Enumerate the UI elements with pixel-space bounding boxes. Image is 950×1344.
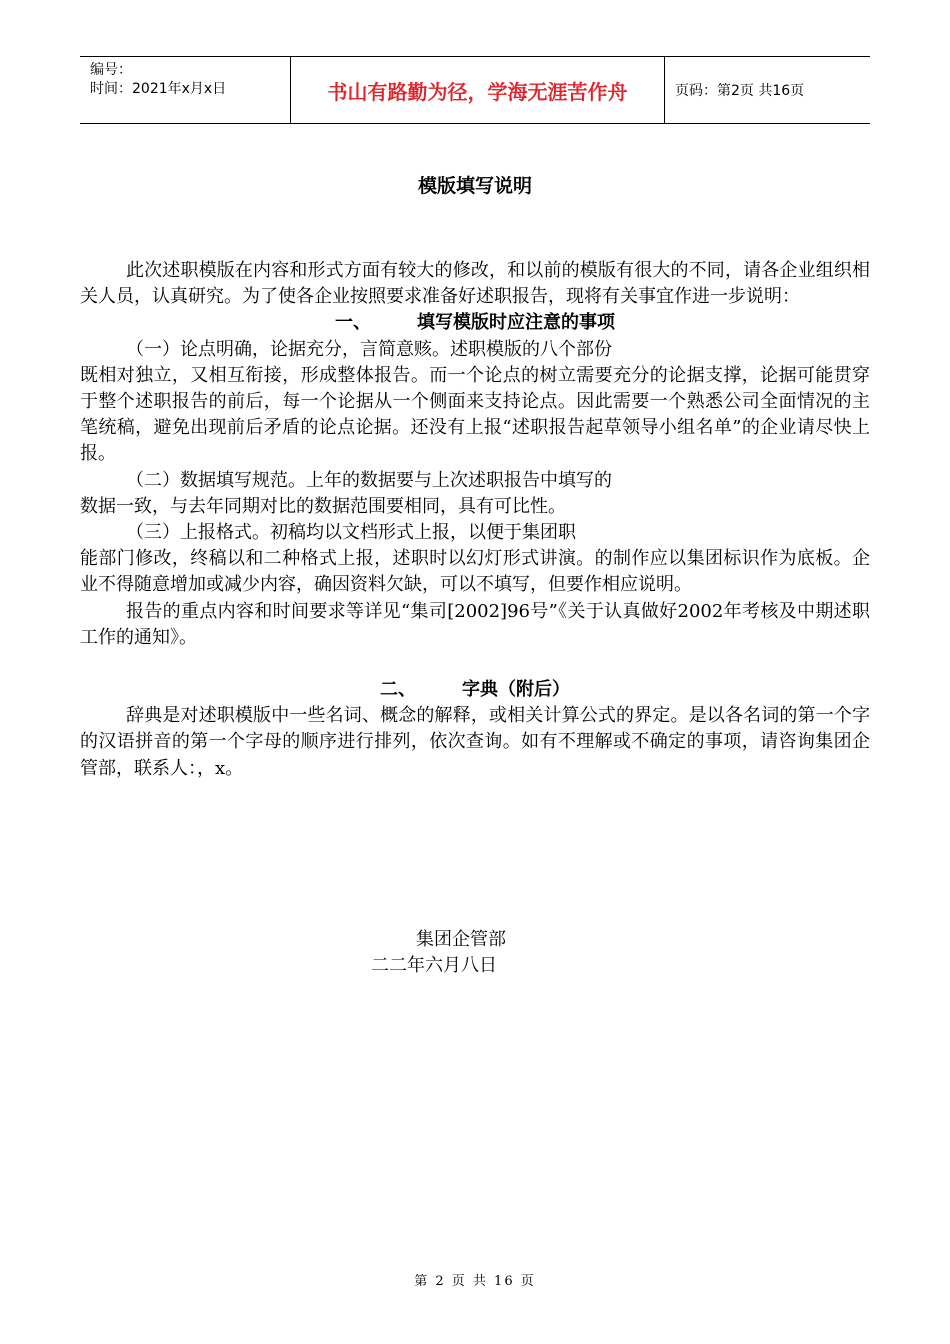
item-3-body: 能部门修改，终稿以和二种格式上报，述职时以幻灯形式讲演。的制作应以集团标识作为底板。企业不得随意增加或减少内容，确因资料欠缺，可以不填写，但要作相应说明。 <box>80 548 870 596</box>
signature-date: 二二年六月八日 <box>371 955 497 976</box>
section-2-heading <box>80 677 870 703</box>
item-2-body: 数据一致，与去年同期对比的数据范围要相同，具有可比性。 <box>80 495 566 517</box>
document-body <box>80 258 870 782</box>
document-title: 模版填写说明 <box>417 175 532 197</box>
header-meta <box>80 57 291 124</box>
section-1-heading <box>80 310 870 336</box>
item-3-lead: （三）上报格式。初稿均以文档形式上报，以便于集团职 <box>126 522 576 544</box>
dictionary-paragraph: 辞典是对述职模版中一些名词、概念的解释，或相关计算公式的界定。是以各名词的第一个字的汉语拼音的第一个字母的顺序进行排列，依次查询。如有不理解或不确定的事项，请咨询集团企管部，联系人：，x。 <box>80 705 870 779</box>
doc-time-label: 时间：2021年x月x日 <box>90 81 227 97</box>
section-2-number: 二、 <box>380 679 416 701</box>
spacer <box>80 651 870 677</box>
header-table <box>80 56 870 124</box>
signature-department: 集团企管部 <box>416 929 506 950</box>
report-paragraph: 报告的重点内容和时间要求等详见“集司[2002]96号”《关于认真做好2002年考核及中期述职工作的通知》。 <box>80 600 870 648</box>
item-1-body: 既相对独立，又相互衔接，形成整体报告。而一个论点的树立需要充分的论据支撑，论据可能贯穿于整个述职报告的前后，每一个论据从一个侧面来支持论点。因此需要一个熟悉公司全面情况的主笔统稿，避免出现前后矛盾的论点论据。还没有上报“述职报告起草领导小组名单”的企业请尽快上报。 <box>80 364 870 465</box>
header-page-info: 页码：第2页 共16页 <box>675 83 805 99</box>
section-1-number: 一、 <box>335 312 371 334</box>
page-footer: 第 2 页 共 16 页 <box>414 1274 536 1289</box>
section-2-title: 字典（附后） <box>462 679 570 701</box>
section-1-title: 填写模版时应注意的事项 <box>417 312 615 334</box>
header-slogan: 书山有路勤为径，学海无涯苦作舟 <box>291 57 665 124</box>
item-1-lead: （一）论点明确，论据充分，言简意赅。述职模版的八个部份 <box>126 338 612 360</box>
item-2-lead: （二）数据填写规范。上年的数据要与上次述职报告中填写的 <box>126 469 612 491</box>
doc-number-label: 编号： <box>90 62 132 78</box>
intro-paragraph: 此次述职模版在内容和形式方面有较大的修改，和以前的模版有很大的不同，请各企业组织相关人员，认真研究。为了使各企业按照要求准备好述职报告，现将有关事宜作进一步说明： <box>80 260 870 308</box>
